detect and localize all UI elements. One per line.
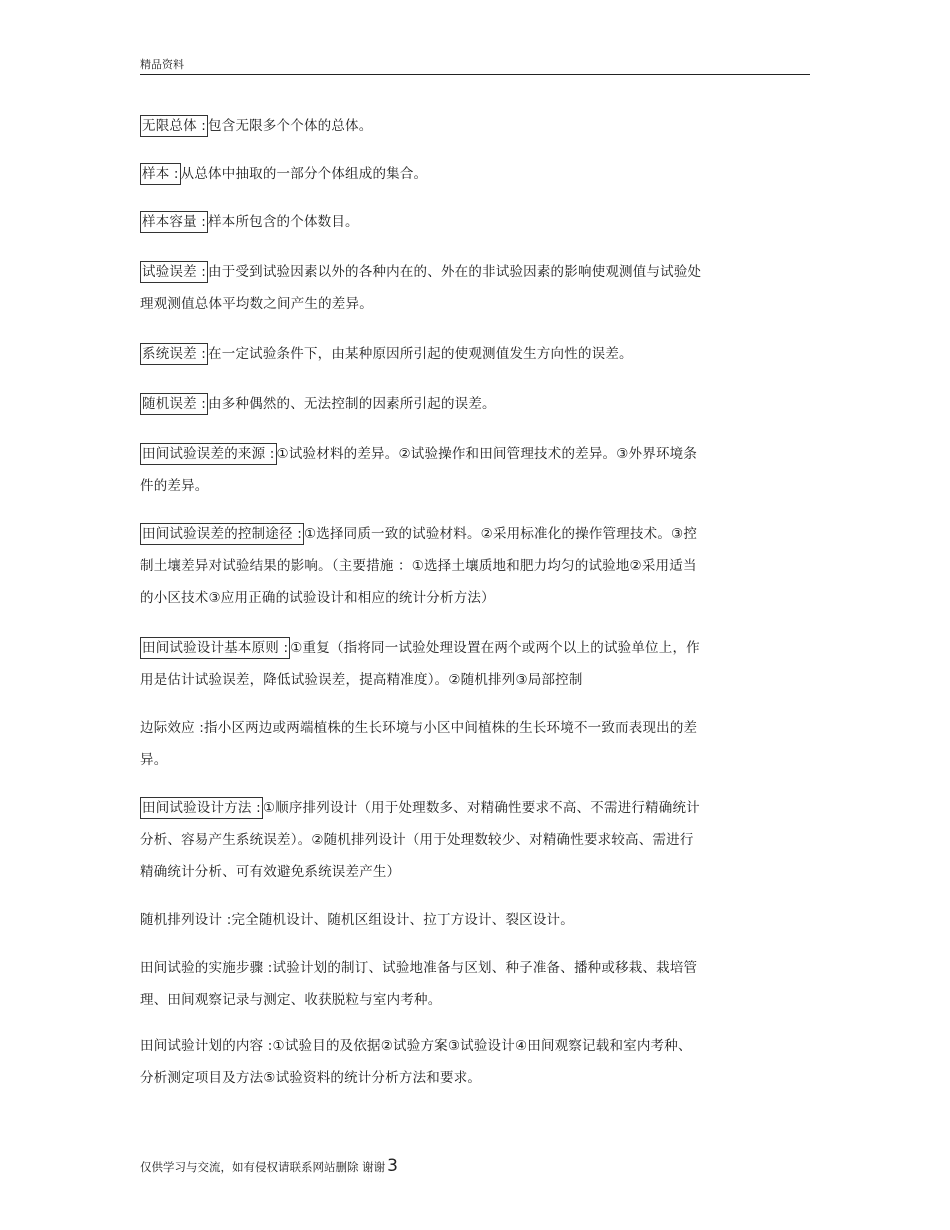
footer-notice: 仅供学习与交流，如有侵权请联系网站删除 谢谢 [140, 1160, 386, 1174]
term-definition: ①试验目的及依据②试验方案③试验设计④田间观察记载和室内考种、 [272, 1038, 692, 1054]
entry-plan-contents [140, 1030, 760, 1094]
term-label: 试验误差 : [140, 261, 208, 283]
term-definition: ①选择同质一致的试验材料。②采用标准化的操作管理技术。③控 [303, 526, 698, 542]
term-label: 田间试验设计基本原则 : [140, 637, 290, 659]
term-definition-cont: 分析、容易产生系统误差）。②随机排列设计（用于处理数较少、对精确性要求较高、需进行 [140, 832, 694, 848]
header-divider [140, 74, 810, 75]
term-label: 样本 : [140, 163, 181, 185]
term-definition: ①重复（指将同一试验处理设置在两个或两个以上的试验单位上，作 [290, 640, 700, 656]
entry-infinite-population [140, 110, 760, 142]
entry-error-control [140, 518, 760, 614]
header-title: 精品资料 [140, 58, 184, 71]
term-definition: ①顺序排列设计（用于处理数多、对精确性要求不高、不需进行精确统计 [262, 800, 700, 816]
term-definition: 包含无限多个个体的总体。 [208, 118, 373, 134]
entry-error-sources [140, 438, 760, 502]
term-label: 随机误差 : [140, 393, 208, 415]
term-definition: 在一定试验条件下，由某种原因所引起的使观测值发生方向性的误差。 [208, 346, 633, 362]
entry-implementation-steps [140, 952, 760, 1016]
entry-systematic-error [140, 338, 760, 370]
term-definition: 完全随机设计、随机区组设计、拉丁方设计、裂区设计。 [231, 912, 574, 928]
term-label: 随机排列设计 : [140, 912, 232, 928]
term-definition-cont: 异。 [140, 752, 168, 768]
term-definition: 由于受到试验因素以外的各种内在的、外在的非试验因素的影响使观测值与试验处 [208, 264, 702, 280]
term-label: 系统误差 : [140, 343, 208, 365]
term-definition: 样本所包含的个体数目。 [208, 214, 359, 230]
term-definition-cont: 件的差异。 [140, 478, 209, 494]
term-definition: 试验计划的制订、试验地准备与区划、种子准备、播种或移栽、栽培管 [272, 960, 698, 976]
term-label: 田间试验的实施步骤 : [140, 960, 273, 976]
term-definition-cont: 精确统计分析、可有效避免系统误差产生） [140, 864, 401, 880]
entry-design-principles [140, 632, 760, 696]
term-label: 田间试验计划的内容 : [140, 1038, 273, 1054]
term-label: 边际效应 : [140, 720, 205, 736]
term-definition-cont: 制土壤差异对试验结果的影响。（主要措施 ：①选择土壤质地和肥力均匀的试验地②采用适当 [140, 558, 697, 574]
page-number: 3 [387, 1156, 398, 1176]
page-footer [140, 1156, 398, 1176]
term-definition: 由多种偶然的、无法控制的因素所引起的误差。 [208, 396, 496, 412]
term-label: 田间试验设计方法 : [140, 797, 263, 819]
term-definition-cont: 分析测定项目及方法⑤试验资料的统计分析方法和要求。 [140, 1070, 482, 1086]
entry-random-error [140, 388, 760, 420]
entry-sample [140, 158, 760, 190]
term-label: 无限总体 : [140, 115, 208, 137]
entry-design-methods [140, 792, 760, 888]
entry-edge-effect [140, 712, 760, 776]
term-definition: 从总体中抽取的一部分个体组成的集合。 [180, 166, 428, 182]
term-definition-cont: 用是估计试验误差，降低试验误差，提高精准度）。②随机排列③局部控制 [140, 672, 583, 688]
term-definition-cont: 理观测值总体平均数之间产生的差异。 [140, 296, 373, 312]
term-label: 样本容量 : [140, 211, 208, 233]
term-definition: 指小区两边或两端植株的生长环境与小区中间植株的生长环境不一致而表现出的差 [204, 720, 698, 736]
entry-sample-size [140, 206, 760, 238]
term-label: 田间试验误差的控制途径 : [140, 523, 304, 545]
term-definition: ①试验材料的差异。②试验操作和田间管理技术的差异。③外界环境条 [276, 446, 698, 462]
term-label: 田间试验误差的来源 : [140, 443, 277, 465]
entry-randomized-designs [140, 904, 760, 936]
entry-experimental-error [140, 256, 760, 320]
term-definition-cont: 理、田间观察记录与测定、收获脱粒与室内考种。 [140, 992, 442, 1008]
term-definition-cont: 的小区技术③应用正确的试验设计和相应的统计分析方法） [140, 590, 495, 606]
